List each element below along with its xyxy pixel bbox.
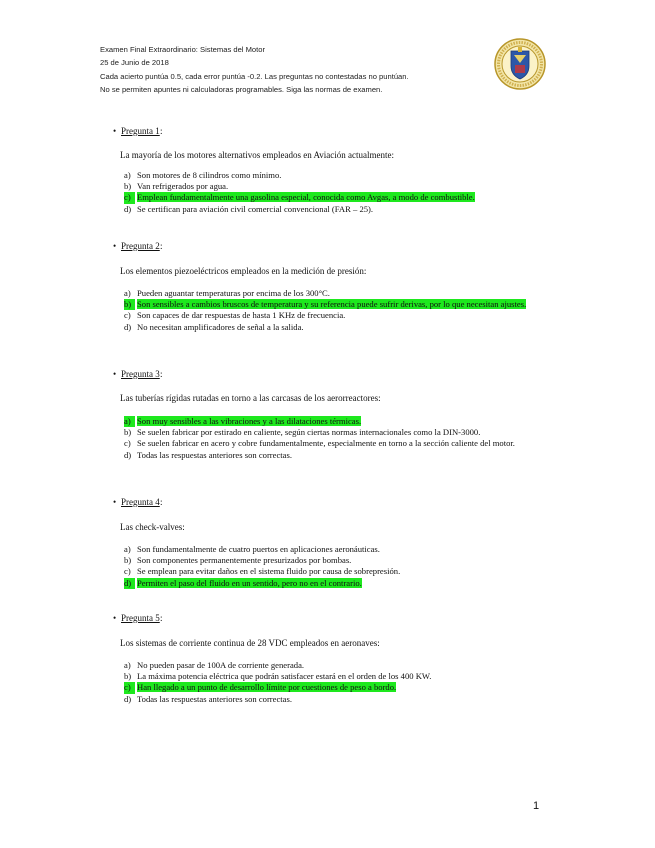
option-a[interactable]: a) No pueden pasar de 100A de corriente generada.: [124, 660, 305, 670]
question-label: Pregunta 4: [121, 497, 160, 507]
question-label: Pregunta 2: [121, 241, 160, 251]
option-c[interactable]: c) Se emplean para evitar daños en el sistema fluido por causa de sobrepresión.: [124, 566, 401, 577]
university-seal-icon: [494, 38, 546, 90]
option-c-correct[interactable]: c) Han llegado a un punto de desarrollo límite por cuestiones de peso a bordo.: [124, 682, 397, 693]
options-list: [124, 416, 554, 461]
page-number: 1: [533, 800, 540, 812]
question-1: • Pregunta 1 : La mayoría de los motores alternativos empleados en Aviación actualmente: a) Son motores de 8 cilindros como mínimo. b) Van refrigerados por agua. c) Emplean fundamentalmente una gasolina especial, conocida como Avgas, a modo de combustible. d) Se certifican para aviación civil comercial convencional (FAR – 25).: [113, 126, 553, 138]
option-a[interactable]: a) Son fundamentalmente de cuatro puertos en aplicaciones aeronáuticas.: [124, 544, 380, 554]
bullet-icon: •: [113, 369, 117, 379]
options-list: [124, 544, 554, 589]
option-c[interactable]: c) Son capaces de dar respuestas de hasta 1 KHz de frecuencia.: [124, 310, 346, 321]
question-2: • Pregunta 2 : Los elementos piezoeléctricos empleados en la medición de presión: a) Pueden aguantar temperaturas por encima de los 300°C. b) Son sensibles a cambios bruscos de temperatura y su referencia puede sufrir derivas, por lo que necesitan ajustes. c) Son capaces de dar respuestas de hasta 1 KHz de frecuencia. d) No necesitan amplificadores de señal a la salida.: [113, 241, 553, 253]
question-label: Pregunta 5: [121, 613, 160, 623]
question-3: • Pregunta 3 : Las tuberías rígidas rutadas en torno a las carcasas de los aerorreactores: a) Son muy sensibles a las vibraciones y a las dilataciones térmicas. b) Se suelen fabricar por estirado en caliente, según ciertas normas internacionales como la DIN-3000. c) Se suelen fabricar en acero y cobre fundamentalmente, especialmente en torno a la sección caliente del motor. d) Todas las respuestas anteriores son correctas.: [113, 369, 553, 381]
option-c[interactable]: c) Se suelen fabricar en acero y cobre fundamentalmente, especialmente en torno a la sección caliente del motor.: [124, 438, 515, 449]
question-stem: Los sistemas de corriente continua de 28 VDC empleados en aeronaves:: [120, 638, 380, 648]
question-label: Pregunta 3: [121, 369, 160, 379]
option-b-correct[interactable]: b) Son sensibles a cambios bruscos de temperatura y su referencia puede sufrir derivas, por lo que necesitan ajustes.: [124, 299, 527, 310]
exam-rules: No se permiten apuntes ni calculadoras programables. Siga las normas de examen.: [100, 85, 383, 95]
exam-header: [100, 43, 409, 97]
question-stem: Las check-valves:: [120, 522, 185, 532]
bullet-icon: •: [113, 613, 117, 623]
option-d[interactable]: d) Todas las respuestas anteriores son correctas.: [124, 449, 292, 460]
options-list: [124, 288, 554, 333]
options-list: [124, 660, 554, 705]
option-b[interactable]: b) Van refrigerados por agua.: [124, 181, 229, 192]
option-d[interactable]: d) No necesitan amplificadores de señal a la salida.: [124, 321, 304, 332]
option-a[interactable]: a) Son motores de 8 cilindros como mínimo.: [124, 170, 282, 180]
exam-date: 25 de Junio de 2018: [100, 58, 169, 68]
bullet-icon: •: [113, 241, 117, 251]
option-b[interactable]: b) La máxima potencia eléctrica que podrán satisfacer estará en el orden de los 400 KW.: [124, 671, 432, 682]
question-5: • Pregunta 5 : Los sistemas de corriente continua de 28 VDC empleados en aeronaves: a) No pueden pasar de 100A de corriente generada. b) La máxima potencia eléctrica que podrán satisfacer estará en el orden de los 400 KW. c) Han llegado a un punto de desarrollo límite por cuestiones de peso a bordo. d) Todas las respuestas anteriores son correctas.: [113, 613, 553, 625]
question-stem: Las tuberías rígidas rutadas en torno a las carcasas de los aerorreactores:: [120, 393, 381, 403]
option-c-correct[interactable]: c) Emplean fundamentalmente una gasolina especial, conocida como Avgas, a modo de combustible.: [124, 192, 475, 203]
question-stem: Los elementos piezoeléctricos empleados en la medición de presión:: [120, 266, 367, 276]
question-4: • Pregunta 4 : Las check-valves: a) Son fundamentalmente de cuatro puertos en aplicaciones aeronáuticas. b) Son componentes permanentemente presurizados por bombas. c) Se emplean para evitar daños en el sistema fluido por causa de sobrepresión. d) Permiten el paso del fluido en un sentido, pero no en el contrario.: [113, 497, 553, 509]
option-d-correct[interactable]: d) Permiten el paso del fluido en un sentido, pero no en el contrario.: [124, 577, 362, 588]
option-a-correct[interactable]: a) Son muy sensibles a las vibraciones y a las dilataciones térmicas.: [124, 416, 362, 426]
options-list: [124, 170, 554, 215]
bullet-icon: •: [113, 497, 117, 507]
question-stem: La mayoría de los motores alternativos empleados en Aviación actualmente:: [120, 150, 394, 160]
scoring-rules: Cada acierto puntúa 0.5, cada error puntúa -0.2. Las preguntas no contestadas no puntúan.: [100, 71, 409, 81]
option-b[interactable]: b) Son componentes permanentemente presurizados por bombas.: [124, 555, 352, 566]
exam-title: Examen Final Extraordinario: Sistemas del Motor: [100, 45, 266, 54]
option-b[interactable]: b) Se suelen fabricar por estirado en caliente, según ciertas normas internacionales como la DIN-3000.: [124, 427, 481, 438]
option-d[interactable]: d) Todas las respuestas anteriores son correctas.: [124, 693, 292, 704]
bullet-icon: •: [113, 126, 117, 136]
option-d[interactable]: d) Se certifican para aviación civil comercial convencional (FAR – 25).: [124, 203, 374, 214]
question-label: Pregunta 1: [121, 126, 160, 136]
option-a[interactable]: a) Pueden aguantar temperaturas por encima de los 300°C.: [124, 288, 330, 298]
